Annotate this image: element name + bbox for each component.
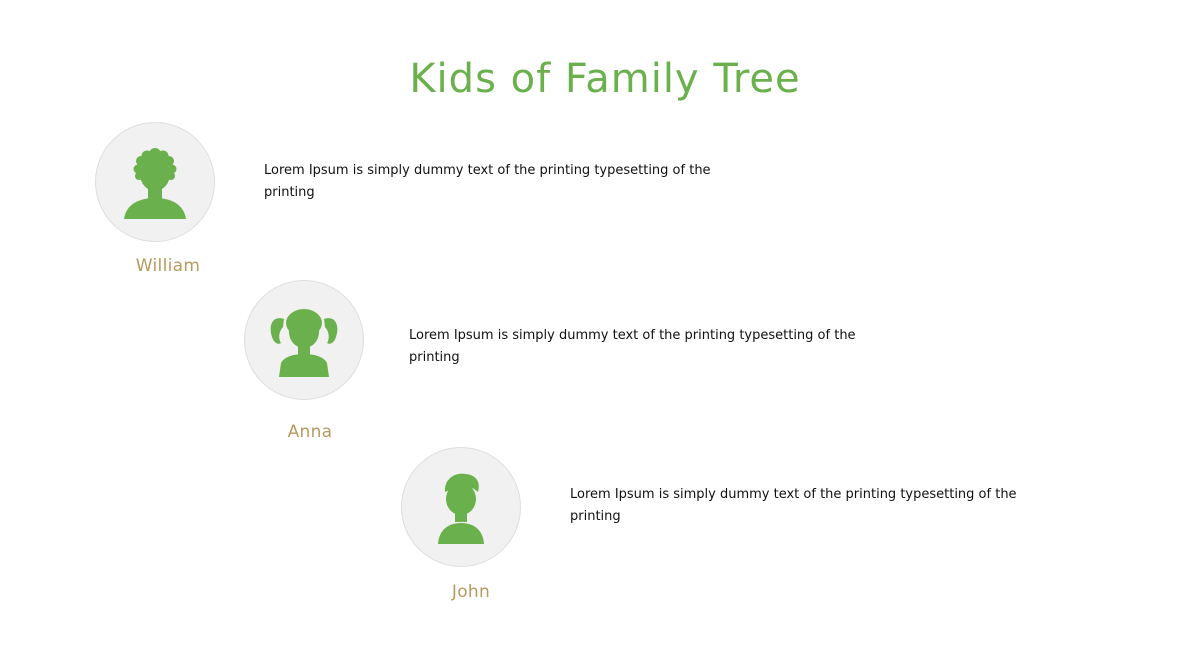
kid-description: Lorem Ipsum is simply dummy text of the printing typesetting of the printing xyxy=(264,163,711,200)
avatar xyxy=(244,280,364,400)
avatar xyxy=(401,447,521,567)
kid-description: Lorem Ipsum is simply dummy text of the printing typesetting of the printing xyxy=(570,487,1017,524)
curly-haired-boy-icon xyxy=(120,143,190,221)
kid-description: Lorem Ipsum is simply dummy text of the printing typesetting of the printing xyxy=(409,328,856,365)
kid-name: John xyxy=(451,582,491,602)
page-title: Kids of Family Tree xyxy=(409,56,801,102)
kid-name: Anna xyxy=(287,422,333,442)
boy-icon xyxy=(426,468,496,546)
avatar xyxy=(95,122,215,242)
kid-name: William xyxy=(135,256,201,276)
pigtail-girl-icon xyxy=(269,301,339,379)
